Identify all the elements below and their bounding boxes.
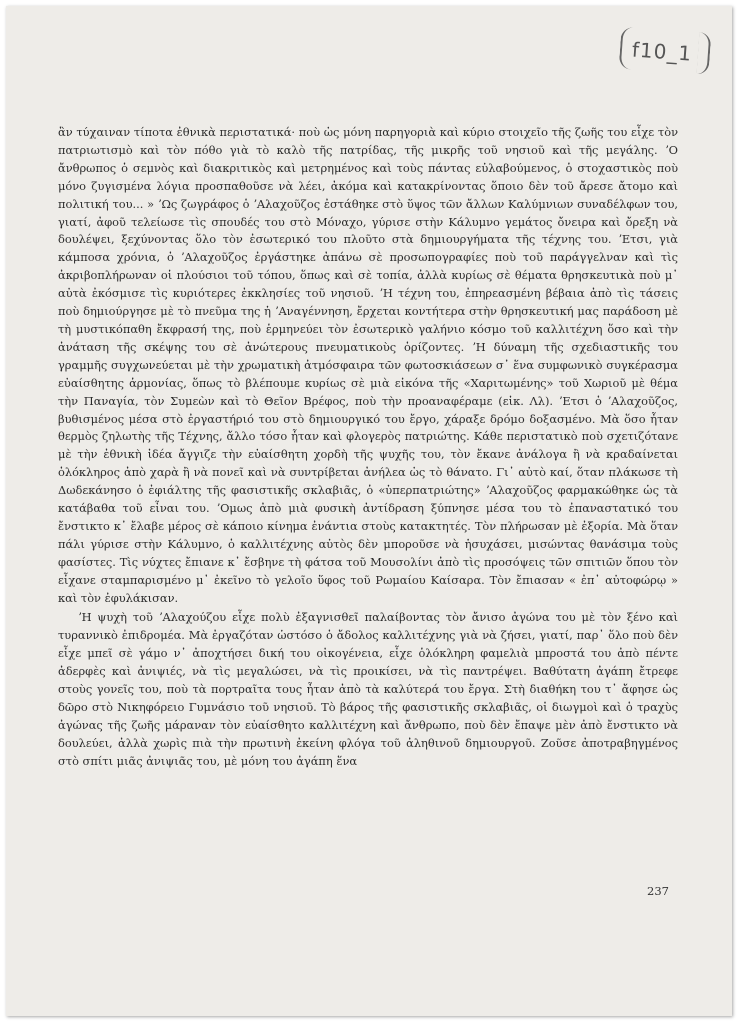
page-number: 237	[647, 884, 669, 898]
handwritten-annotation	[619, 25, 718, 78]
paragraph: ἂν τύχαιναν τίποτα ἐθνικὰ περιστατικά· ποὺ ὡς μόνη παρηγοριὰ καὶ κύριο στοιχεῖο τῆς ζωῆς του εἶχε τὸν πατριωτισμὸ καὶ τὸν πόθο γιὰ τὸ καλὸ τῆς πατρίδας, τῆς μικρῆς τοῦ νησιοῦ καὶ τῆς μεγάλης. ʼΟ ἄνθρωπος ὁ σεμνὸς καὶ διακριτικὸς καὶ μετρημένος καὶ τοὺς πάντας εὐλαβούμενος, ὁ στοχαστικὸς ποὺ μόνο ζυγισμένα λόγια προσπαθοῦσε νὰ λέει, ἀκόμα καὶ κατακρίνοντας ὅποιο δὲν τοῦ ἄρεσε ἄτομο καὶ πολιτική του... » ʼΩς ζωγράφος ὁ ʼΑλαχοῦζος ἐστάθηκε στὸ ὕψος τῶν ἄλλων Καλύμνιων συναδέλφων του, γιατί, ἀφοῦ τελείωσε τὶς σπουδές του στὸ Μόναχο, γύρισε στὴν Κάλυμνο γεμάτος ὄνειρα καὶ ὄρεξη νὰ δουλέψει, ξεχύνοντας ὅλο τὸν ἐσωτερικό του πλοῦτο στὰ δημιουργήματα τῆς τέχνης του. ʼΕτσι, γιὰ κάμποσα χρόνια, ὁ ʼΑλαχοῦζος ἐργάστηκε ἀπάνω σὲ προσωπογραφίες ποὺ τοῦ παράγγελναν καὶ τὶς ἀκριβοπλήρωναν οἱ πλούσιοι τοῦ τόπου, ὅπως καὶ σὲ τοπία, ἀλλὰ κυρίως σὲ θέματα θρησκευτικὰ ποὺ μ᾿ αὐτὰ ἐκόσμισε τὶς κυριότερες ἐκκλησίες τοῦ νησιοῦ. ʼΗ τέχνη του, ἐπηρεασμένη βέβαια ἀπὸ τὶς τάσεις ποὺ δημιούργησε μὲ τὸ πνεῦμα της ἡ ʼΑναγέννηση, ἔρχεται κοντήτερα στὴν θρησκευτική μας παράδοση μὲ τὴ μυστικόπαθη ἔκφρασή της, ποὺ ἑρμηνεύει τὸν ἐσωτερικὸ γαλήνιο κόσμο τοῦ καλλιτέχνη ὅσο καὶ τὴν ἀνάταση τῆς σκέψης του σὲ ἀνώτερους πνευματικοὺς ὁρίζοντες. ʼΗ δύναμη τῆς σχεδιαστικῆς του γραμμῆς συγχωνεύεται μὲ τὴν χρωματικὴ ἀτμόσφαιρα τῶν φωτοσκιάσεων σ᾿ ἕνα συμφωνικὸ συγκέρασμα εὐαίσθητης ἁρμονίας, ὅπως τὸ βλέπουμε κυρίως σὲ μιὰ εἰκόνα τῆς «Χαριτωμένης» τοῦ Χωριοῦ μὲ θέμα τὴν Παναγία, τὸν Συμεὼν καὶ τὸ Θεῖον Βρέφος, ποὺ τὴν προαναφέραμε (εἰκ. Λλ). ʼΕτσι ὁ ʼΑλαχοῦζος, βυθισμένος μέσα στὸ ἐργαστήριό του στὸ δημιουργικό του ἔργο, χάραξε δρόμο δοξασμένο. Μὰ ὅσο ἦταν θερμὸς ζηλωτὴς τῆς Τέχνης, ἄλλο τόσο ἦταν καὶ φλογερὸς πατριώτης. Κάθε περιστατικὸ ποὺ σχετιζότανε μὲ τὴν ἐθνικὴ ἰδέα ἄγγιζε τὴν εὐαίσθητη χορδὴ τῆς ψυχῆς του, τὸν ἔκανε ἀνάλογα ἢ νὰ κραδαίνεται ὁλόκληρος ἀπὸ χαρὰ ἢ νὰ πονεῖ καὶ νὰ συντρίβεται ἀνήλεα ὡς τὸ θάνατο. Γι᾿ αὐτὸ καί, ὅταν πλάκωσε τὴ Δωδεκάνησο ὁ ἐφιάλτης τῆς φασιστικῆς σκλαβιᾶς, ὁ «ὑπερπατριώτης» ʼΑλαχοῦζος φαρμακώθηκε ὡς τὰ κατάβαθα τοῦ εἶναι του. ʼΟμως ἀπὸ μιὰ φυσικὴ ἀντίδραση ξύπνησε μέσα του τὸ ἐπαναστατικό του ἔνστικτο κ᾿ ἔλαβε μέρος σὲ κάποιο κίνημα ἐνάντια στοὺς κατακτητές. Τὸν πλήρωσαν μὲ ἐξορία. Μὰ ὅταν πάλι γύρισε στὴν Κάλυμνο, ὁ καλλιτέχνης αὐτὸς δὲν μποροῦσε νὰ ἡσυχάσει, μισώντας θανάσιμα τοὺς φασίστες. Τὶς νύχτες ἔπιανε κ᾿ ἔσβηνε τὴ φάτσα τοῦ Μουσολίνι ἀπὸ τὶς προσόψεις τῶν σπιτιῶν ὅπου τὸν εἶχανε σταμπαρισμένο μ᾿ ἐκεῖνο τὸ γελοῖο ὕφος τοῦ Ρωμαίου Καίσαρα. Τὸν ἔπιασαν « ἐπ᾿ αὐτοφώρῳ » καὶ τὸν ἐφυλάκισαν.	[58, 125, 678, 605]
bracket-right-icon	[696, 32, 711, 75]
body-text	[58, 124, 678, 771]
annotation-text: f10_1	[631, 37, 693, 66]
paragraph: ʼΗ ψυχὴ τοῦ ʼΑλαχούζου εἶχε πολὺ ἐξαγνισθεῖ παλαίβοντας τὸν ἄνισο ἀγώνα του μὲ τὸν ξένο καὶ τυραννικὸ ἐπιδρομέα. Μὰ ἐργαζόταν ὡστόσο ὁ ἄδολος καλλιτέχνης γιὰ νὰ ζήσει, γιατί, παρ᾿ ὅλο ποὺ δὲν εἶχε μπεῖ σὲ γάμο ν᾿ ἀποχτήσει δική του οἰκογένεια, εἶχε ὁλόκληρη φαμελιὰ μπροστά του ἀπὸ πέντε ἀδερφὲς καὶ ἀνιψιές, νὰ τὶς μεγαλώσει, νὰ τὶς προικίσει, νὰ τὶς παντρέψει. Βαθύτατη ἀγάπη ἔτρεφε στοὺς γονεῖς του, ποὺ τὰ πορτραῖτα τους ἦταν ἀπὸ τὰ καλύτερά του ἔργα. Στὴ διαθήκη του τ᾿ ἄφησε ὡς δῶρο στὸ Νικηφόρειο Γυμνάσιο τοῦ νησιοῦ. Τὸ βάρος τῆς φασιστικῆς σκλαβιᾶς, οἱ διωγμοὶ καὶ ὁ τραχὺς ἀγώνας τῆς ζωῆς μάραναν τὸν εὐαίσθητο καλλιτέχνη καὶ ἄνθρωπο, ποὺ δὲν ἔπαψε μὲν ἀπὸ ἔνστικτο νὰ δουλεύει, ἀλλὰ χωρὶς πιὰ τὴν πρωτινὴ ἐκείνη φλόγα τοῦ ἀληθινοῦ δημιουργοῦ. Ζοῦσε ἀποτραβηγμένος στὸ σπίτι μιᾶς ἀνιψιᾶς του, μὲ μόνη του ἀγάπη ἕνα	[58, 610, 678, 768]
